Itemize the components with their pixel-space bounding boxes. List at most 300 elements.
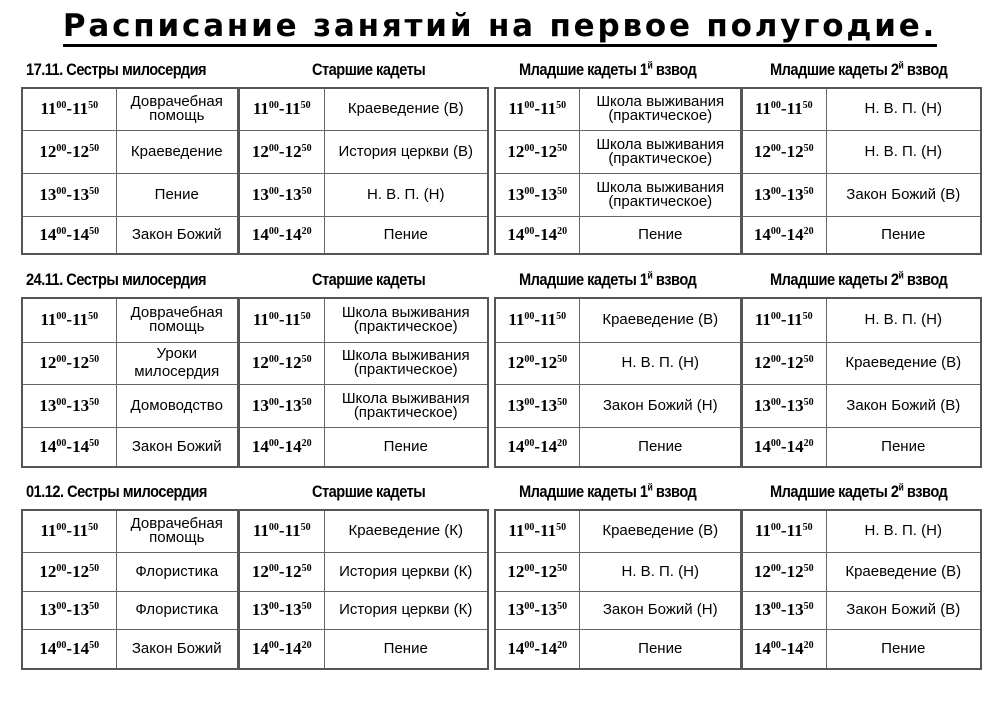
start-minutes: 00 bbox=[524, 639, 535, 651]
end-minutes: 20 bbox=[803, 639, 814, 651]
start-minutes: 00 bbox=[268, 639, 279, 651]
end-minutes: 50 bbox=[803, 562, 814, 574]
end-hour: 14 bbox=[284, 638, 302, 658]
start-hour: 12 bbox=[251, 353, 269, 372]
subject-name: Закон Божий (Н) bbox=[602, 601, 718, 618]
table-row bbox=[239, 552, 488, 591]
end-hour: 11 bbox=[786, 310, 803, 330]
subject-cell bbox=[826, 591, 981, 629]
subject-name: Флористика bbox=[135, 601, 219, 618]
start-minutes: 00 bbox=[56, 437, 67, 449]
group-header bbox=[26, 270, 206, 290]
table-row bbox=[239, 629, 488, 669]
table-row bbox=[22, 510, 238, 552]
table-row bbox=[495, 216, 742, 254]
subject-cell bbox=[116, 130, 238, 173]
start-minutes: 00 bbox=[524, 601, 535, 612]
end-minutes: 50 bbox=[557, 142, 568, 154]
subject-name: Пение bbox=[638, 225, 683, 243]
table-row bbox=[741, 591, 981, 629]
subject-cell bbox=[116, 173, 238, 216]
table-row bbox=[495, 552, 742, 591]
start-hour: 12 bbox=[753, 561, 771, 581]
end-hour: 12 bbox=[786, 141, 804, 161]
subject-name: Уроки милосердия bbox=[134, 345, 220, 380]
end-hour: 12 bbox=[284, 561, 302, 581]
end-minutes: 50 bbox=[300, 100, 311, 112]
subject-cell bbox=[579, 591, 742, 629]
end-hour: 11 bbox=[284, 521, 301, 541]
table-row bbox=[495, 130, 742, 173]
time-cell: $11^{00}-11^{50}$ bbox=[22, 510, 116, 552]
group-suffix-sup: й bbox=[647, 482, 653, 494]
table-row bbox=[239, 427, 488, 467]
end-hour: 11 bbox=[284, 99, 301, 119]
subject-name: Краеведение (В) bbox=[602, 522, 719, 540]
table-row bbox=[495, 88, 742, 130]
start-minutes: 00 bbox=[56, 142, 67, 154]
group-name: Младшие кадеты 1 bbox=[519, 270, 648, 289]
table-row bbox=[495, 427, 742, 467]
end-minutes: 50 bbox=[557, 396, 568, 408]
start-minutes: 00 bbox=[770, 354, 781, 365]
time-cell: $12^{00}-12^{50}$ bbox=[22, 552, 116, 591]
end-hour: 14 bbox=[786, 224, 804, 244]
subject-name: Школа выживания (практическое) bbox=[596, 135, 725, 167]
end-hour: 14 bbox=[786, 638, 804, 658]
subject-name: Н. В. П. (Н) bbox=[864, 311, 942, 329]
subject-cell bbox=[826, 427, 981, 467]
group-name: Младшие кадеты 1 bbox=[519, 482, 648, 501]
start-hour: 11 bbox=[508, 99, 525, 119]
subject-name: Краеведение (В) bbox=[845, 354, 962, 371]
subject-cell bbox=[324, 591, 488, 629]
subject-name: Пение bbox=[881, 437, 926, 455]
end-minutes: 50 bbox=[89, 185, 100, 197]
time-cell: $14^{00}-14^{20}$ bbox=[239, 427, 324, 467]
subject-cell bbox=[116, 88, 238, 130]
end-minutes: 50 bbox=[803, 396, 814, 408]
subject-cell bbox=[579, 342, 742, 384]
end-hour: 13 bbox=[284, 600, 302, 619]
subject-name: Пение bbox=[638, 639, 683, 657]
table-row bbox=[495, 342, 742, 384]
end-minutes: 20 bbox=[301, 639, 312, 651]
start-minutes: 00 bbox=[524, 225, 535, 237]
subject-name: Н. В. П. (Н) bbox=[864, 522, 942, 540]
start-hour: 13 bbox=[753, 600, 771, 619]
start-minutes: 00 bbox=[770, 639, 781, 651]
schedule-table bbox=[21, 509, 239, 670]
subject-cell bbox=[826, 510, 981, 552]
start-hour: 12 bbox=[507, 561, 525, 581]
start-minutes: 00 bbox=[268, 562, 279, 574]
end-hour: 14 bbox=[540, 436, 558, 456]
start-minutes: 00 bbox=[56, 311, 67, 323]
group-headers bbox=[0, 482, 1000, 508]
end-minutes: 50 bbox=[88, 311, 99, 323]
table-row bbox=[741, 427, 981, 467]
subject-cell bbox=[579, 629, 742, 669]
start-hour: 12 bbox=[507, 353, 525, 372]
start-hour: 11 bbox=[40, 310, 57, 330]
subject-cell bbox=[579, 298, 742, 342]
subject-name: Пение bbox=[638, 437, 683, 455]
start-hour: 11 bbox=[252, 99, 269, 119]
start-hour: 13 bbox=[251, 600, 269, 619]
end-minutes: 50 bbox=[89, 396, 100, 408]
table-row bbox=[495, 298, 742, 342]
end-minutes: 50 bbox=[557, 354, 568, 365]
subject-cell bbox=[579, 510, 742, 552]
end-hour: 12 bbox=[540, 141, 558, 161]
table-row bbox=[741, 384, 981, 427]
end-hour: 13 bbox=[72, 395, 90, 415]
table-row bbox=[22, 427, 238, 467]
time-cell: $11^{00}-11^{50}$ bbox=[495, 298, 579, 342]
table-row bbox=[495, 629, 742, 669]
end-minutes: 50 bbox=[557, 562, 568, 574]
end-hour: 12 bbox=[284, 141, 302, 161]
end-minutes: 50 bbox=[802, 522, 813, 534]
end-minutes: 50 bbox=[89, 562, 100, 574]
start-minutes: 00 bbox=[56, 354, 67, 365]
end-hour: 14 bbox=[284, 436, 302, 456]
table-row bbox=[741, 216, 981, 254]
end-minutes: 50 bbox=[803, 142, 814, 154]
time-cell: $13^{00}-13^{50}$ bbox=[239, 591, 324, 629]
start-minutes: 00 bbox=[268, 522, 279, 534]
end-minutes: 50 bbox=[301, 601, 312, 612]
time-cell: $14^{00}-14^{50}$ bbox=[22, 629, 116, 669]
subject-name: Закон Божий bbox=[131, 225, 222, 243]
table-row bbox=[741, 88, 981, 130]
table-row bbox=[239, 384, 488, 427]
start-hour: 13 bbox=[251, 184, 269, 204]
start-hour: 13 bbox=[507, 184, 525, 204]
group-header bbox=[312, 270, 425, 290]
start-minutes: 00 bbox=[770, 185, 781, 197]
start-hour: 11 bbox=[40, 99, 57, 119]
schedule-table bbox=[494, 509, 743, 670]
group-suffix-sup: й bbox=[898, 270, 904, 282]
time-cell: $11^{00}-11^{50}$ bbox=[22, 88, 116, 130]
time-cell: $11^{00}-11^{50}$ bbox=[741, 88, 826, 130]
start-hour: 13 bbox=[39, 184, 57, 204]
group-name: Старшие кадеты bbox=[312, 60, 426, 79]
end-minutes: 20 bbox=[301, 437, 312, 449]
group-headers bbox=[0, 60, 1000, 86]
end-hour: 11 bbox=[786, 521, 803, 541]
subject-cell bbox=[116, 384, 238, 427]
table-row bbox=[22, 342, 238, 384]
start-minutes: 00 bbox=[56, 639, 67, 651]
start-minutes: 00 bbox=[268, 354, 279, 365]
start-minutes: 00 bbox=[770, 100, 781, 112]
end-hour: 11 bbox=[540, 521, 557, 541]
start-hour: 14 bbox=[39, 436, 57, 456]
group-header: Младшие кадеты $1^й$ взвод bbox=[519, 482, 697, 501]
start-minutes: 00 bbox=[268, 396, 279, 408]
subject-cell bbox=[826, 629, 981, 669]
subject-name: Школа выживания (практическое) bbox=[341, 347, 470, 378]
subject-name: Краеведение (К) bbox=[348, 522, 464, 540]
subject-cell bbox=[116, 342, 238, 384]
end-minutes: 50 bbox=[301, 562, 312, 574]
subject-name: Краеведение (В) bbox=[347, 100, 464, 118]
table-row bbox=[741, 552, 981, 591]
start-hour: 13 bbox=[507, 600, 525, 619]
subject-cell bbox=[826, 298, 981, 342]
subject-name: Закон Божий (Н) bbox=[602, 396, 718, 414]
subject-cell bbox=[324, 384, 488, 427]
start-minutes: 00 bbox=[56, 522, 67, 534]
start-minutes: 00 bbox=[524, 142, 535, 154]
subject-cell bbox=[324, 510, 488, 552]
group-name: Младшие кадеты 2 bbox=[770, 270, 899, 289]
end-hour: 12 bbox=[284, 353, 302, 372]
end-hour: 12 bbox=[540, 353, 558, 372]
table-row bbox=[239, 591, 488, 629]
subject-name: Школа выживания (практическое) bbox=[341, 304, 470, 336]
end-minutes: 50 bbox=[89, 354, 100, 365]
end-hour: 11 bbox=[72, 521, 89, 541]
time-cell: $12^{00}-12^{50}$ bbox=[741, 552, 826, 591]
start-minutes: 00 bbox=[770, 225, 781, 237]
page-title-text: Расписание занятий на первое полугодие. bbox=[63, 8, 937, 47]
schedule-table bbox=[21, 297, 239, 468]
group-name: Младшие кадеты 2 bbox=[770, 482, 899, 501]
end-minutes: 50 bbox=[89, 437, 100, 449]
end-minutes: 50 bbox=[301, 142, 312, 154]
end-minutes: 50 bbox=[300, 522, 311, 534]
subject-cell bbox=[324, 130, 488, 173]
start-hour: 13 bbox=[753, 184, 771, 204]
time-cell: $13^{00}-13^{50}$ bbox=[741, 173, 826, 216]
start-hour: 13 bbox=[507, 395, 525, 415]
start-hour: 14 bbox=[507, 638, 525, 658]
start-hour: 11 bbox=[754, 310, 771, 330]
time-cell: $12^{00}-12^{50}$ bbox=[239, 342, 324, 384]
subject-cell bbox=[324, 629, 488, 669]
schedule-table bbox=[740, 509, 982, 670]
end-hour: 12 bbox=[72, 353, 90, 372]
end-minutes: 20 bbox=[557, 437, 568, 449]
subject-cell bbox=[116, 591, 238, 629]
group-header: Младшие кадеты $1^й$ взвод bbox=[519, 60, 697, 79]
start-minutes: 00 bbox=[770, 396, 781, 408]
table-row bbox=[741, 173, 981, 216]
group-name: Старшие кадеты bbox=[312, 270, 426, 289]
start-minutes: 00 bbox=[770, 437, 781, 449]
table-row bbox=[22, 384, 238, 427]
subject-name: Закон Божий (В) bbox=[846, 396, 961, 414]
start-minutes: 00 bbox=[56, 100, 67, 112]
end-hour: 14 bbox=[72, 436, 90, 456]
time-cell: $14^{00}-14^{20}$ bbox=[239, 629, 324, 669]
start-minutes: 00 bbox=[770, 601, 781, 612]
table-row bbox=[22, 552, 238, 591]
subject-name: Краеведение (В) bbox=[602, 311, 719, 329]
start-minutes: 00 bbox=[56, 225, 67, 237]
start-minutes: 00 bbox=[770, 142, 781, 154]
start-hour: 11 bbox=[754, 521, 771, 541]
subject-cell bbox=[826, 130, 981, 173]
subject-name: Пение bbox=[383, 225, 428, 243]
end-hour: 13 bbox=[540, 184, 558, 204]
time-cell: $11^{00}-11^{50}$ bbox=[495, 510, 579, 552]
subject-name: История церкви (К) bbox=[339, 601, 473, 618]
date-label: 17.11. bbox=[26, 60, 63, 79]
table-row bbox=[22, 629, 238, 669]
end-hour: 14 bbox=[540, 224, 558, 244]
end-hour: 14 bbox=[540, 638, 558, 658]
start-minutes: 00 bbox=[524, 437, 535, 449]
end-hour: 11 bbox=[72, 310, 89, 330]
table-row bbox=[22, 591, 238, 629]
subject-name: Краеведение bbox=[130, 142, 223, 160]
group-header bbox=[26, 60, 206, 80]
table-row bbox=[239, 342, 488, 384]
time-cell: $12^{00}-12^{50}$ bbox=[22, 130, 116, 173]
start-hour: 11 bbox=[508, 521, 525, 541]
time-cell: $12^{00}-12^{50}$ bbox=[741, 342, 826, 384]
end-hour: 12 bbox=[786, 561, 804, 581]
start-hour: 14 bbox=[251, 224, 269, 244]
time-cell: $11^{00}-11^{50}$ bbox=[239, 510, 324, 552]
start-hour: 13 bbox=[251, 395, 269, 415]
subject-cell bbox=[116, 552, 238, 591]
end-hour: 13 bbox=[72, 184, 90, 204]
start-minutes: 00 bbox=[268, 100, 279, 112]
end-minutes: 50 bbox=[557, 601, 568, 612]
end-hour: 14 bbox=[284, 224, 302, 244]
subject-cell bbox=[826, 384, 981, 427]
start-hour: 14 bbox=[39, 224, 57, 244]
start-hour: 12 bbox=[251, 141, 269, 161]
end-minutes: 50 bbox=[556, 522, 567, 534]
group-header: Младшие кадеты $2^й$ взвод bbox=[770, 60, 948, 79]
subject-cell bbox=[579, 384, 742, 427]
time-cell: $11^{00}-11^{50}$ bbox=[22, 298, 116, 342]
end-hour: 12 bbox=[786, 353, 804, 372]
group-name: Сестры милосердия bbox=[66, 270, 207, 289]
table-row bbox=[239, 130, 488, 173]
start-hour: 14 bbox=[251, 638, 269, 658]
table-row bbox=[239, 216, 488, 254]
group-headers bbox=[0, 270, 1000, 296]
subject-cell bbox=[826, 552, 981, 591]
schedule-table bbox=[21, 87, 239, 255]
subject-cell bbox=[826, 342, 981, 384]
end-hour: 13 bbox=[540, 395, 558, 415]
start-minutes: 00 bbox=[56, 396, 67, 408]
end-minutes: 50 bbox=[301, 354, 312, 365]
end-minutes: 50 bbox=[556, 100, 567, 112]
subject-name: Доврачебная помощь bbox=[130, 304, 223, 336]
time-cell: $12^{00}-12^{50}$ bbox=[495, 552, 579, 591]
table-row bbox=[495, 384, 742, 427]
time-cell: $11^{00}-11^{50}$ bbox=[495, 88, 579, 130]
start-minutes: 00 bbox=[268, 437, 279, 449]
end-minutes: 20 bbox=[557, 225, 568, 237]
subject-name: Пение bbox=[383, 437, 428, 455]
time-cell: $13^{00}-13^{50}$ bbox=[741, 384, 826, 427]
subject-name: Н. В. П. (Н) bbox=[621, 354, 699, 371]
group-name: Старшие кадеты bbox=[312, 482, 426, 501]
schedule-table bbox=[238, 297, 489, 468]
table-row bbox=[22, 88, 238, 130]
start-hour: 11 bbox=[508, 310, 525, 330]
time-cell: $13^{00}-13^{50}$ bbox=[239, 173, 324, 216]
end-hour: 13 bbox=[540, 600, 558, 619]
subject-cell bbox=[826, 216, 981, 254]
subject-name: Закон Божий bbox=[131, 437, 222, 455]
start-minutes: 00 bbox=[56, 562, 67, 574]
start-minutes: 00 bbox=[268, 185, 279, 197]
start-minutes: 00 bbox=[268, 225, 279, 237]
end-minutes: 50 bbox=[88, 100, 99, 112]
group-suffix-sup: й bbox=[898, 482, 904, 494]
end-hour: 13 bbox=[786, 600, 804, 619]
start-minutes: 00 bbox=[56, 601, 67, 612]
time-cell: $12^{00}-12^{50}$ bbox=[22, 342, 116, 384]
group-header: Младшие кадеты $1^й$ взвод bbox=[519, 270, 697, 289]
end-hour: 14 bbox=[786, 436, 804, 456]
end-minutes: 20 bbox=[557, 639, 568, 651]
subject-name: Школа выживания (практическое) bbox=[341, 389, 470, 421]
subject-cell bbox=[116, 510, 238, 552]
start-hour: 14 bbox=[753, 638, 771, 658]
subject-cell bbox=[324, 427, 488, 467]
start-hour: 12 bbox=[251, 561, 269, 581]
start-minutes: 00 bbox=[524, 311, 535, 323]
end-hour: 12 bbox=[540, 561, 558, 581]
subject-name: Школа выживания (практическое) bbox=[596, 93, 725, 125]
start-hour: 12 bbox=[753, 141, 771, 161]
table-row bbox=[22, 130, 238, 173]
end-minutes: 50 bbox=[88, 522, 99, 534]
group-suffix-sup: й bbox=[647, 60, 653, 72]
table-row bbox=[741, 130, 981, 173]
time-cell: $13^{00}-13^{50}$ bbox=[22, 173, 116, 216]
start-hour: 11 bbox=[252, 310, 269, 330]
schedule-table bbox=[238, 509, 489, 670]
time-cell: $14^{00}-14^{20}$ bbox=[741, 629, 826, 669]
subject-cell bbox=[579, 130, 742, 173]
subject-cell bbox=[324, 342, 488, 384]
end-hour: 11 bbox=[540, 99, 557, 119]
subject-cell bbox=[579, 88, 742, 130]
table-row bbox=[741, 629, 981, 669]
page-title bbox=[0, 8, 1000, 44]
subject-cell bbox=[324, 216, 488, 254]
time-cell: $12^{00}-12^{50}$ bbox=[495, 342, 579, 384]
start-hour: 12 bbox=[39, 353, 57, 372]
subject-cell bbox=[324, 298, 488, 342]
end-minutes: 20 bbox=[803, 225, 814, 237]
start-hour: 13 bbox=[39, 600, 57, 619]
subject-name: История церкви (К) bbox=[339, 562, 473, 580]
end-minutes: 50 bbox=[802, 311, 813, 323]
schedule-table bbox=[740, 87, 982, 255]
time-cell: $12^{00}-12^{50}$ bbox=[495, 130, 579, 173]
subject-cell bbox=[116, 298, 238, 342]
time-cell: $13^{00}-13^{50}$ bbox=[239, 384, 324, 427]
start-minutes: 00 bbox=[524, 562, 535, 574]
end-hour: 14 bbox=[72, 638, 90, 658]
subject-name: Флористика bbox=[135, 562, 219, 580]
